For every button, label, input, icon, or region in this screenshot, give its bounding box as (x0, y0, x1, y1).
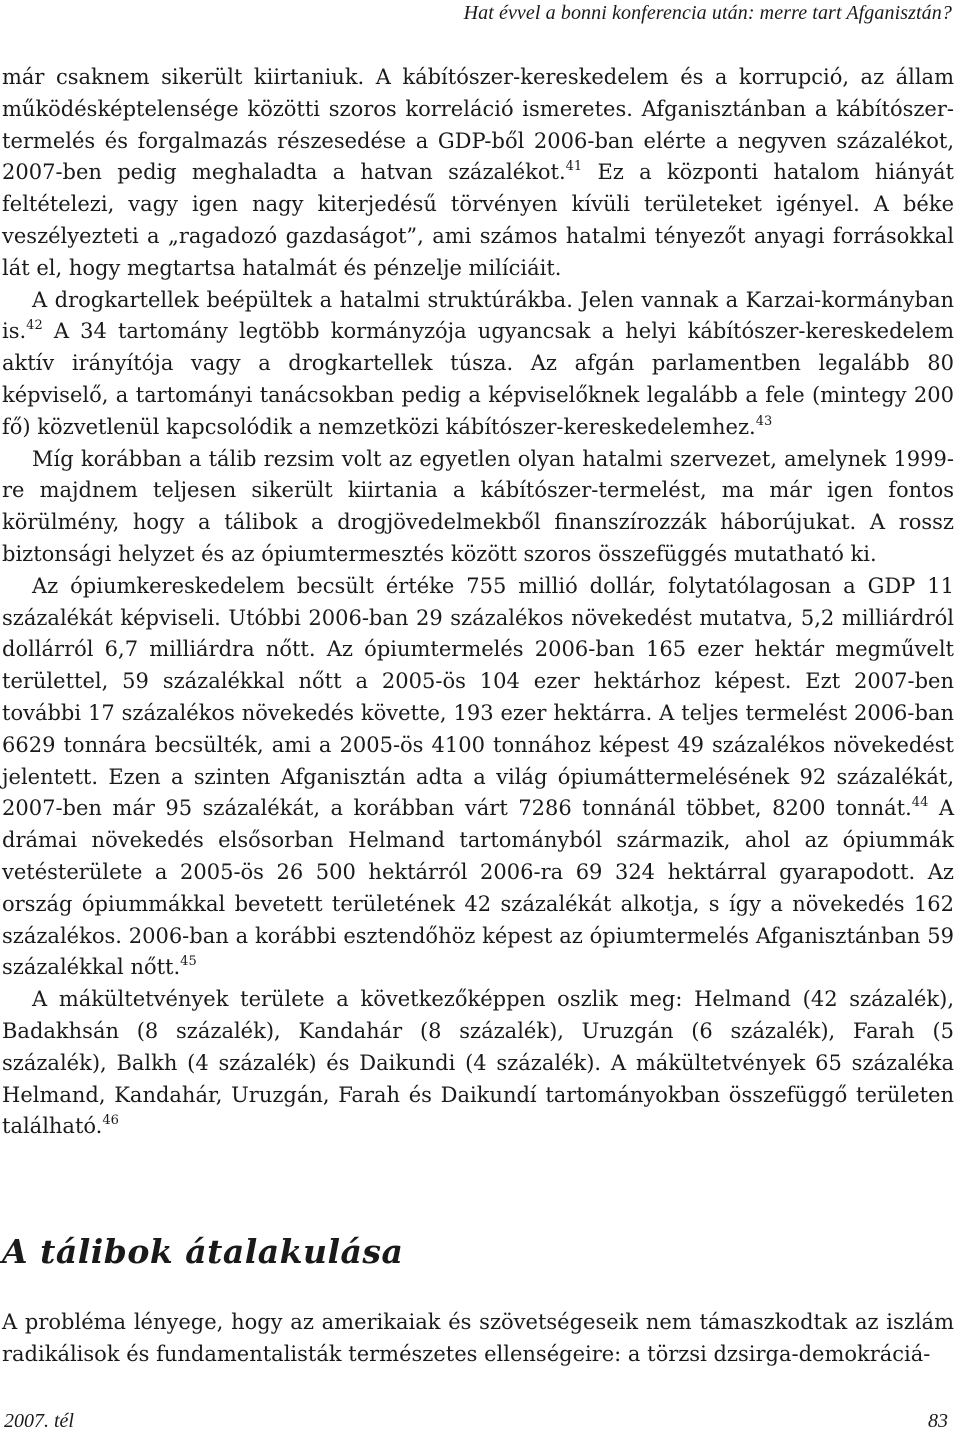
section-title: A tálibok átalakulása (2, 1232, 404, 1271)
footnote-ref-45[interactable]: 45 (180, 954, 197, 970)
paragraph-text: A mákültetvények területe a következőképpen oszlik meg: Helmand (42 százalék), Badakhsán (8 százalék), Kandahár (8 százalék), Uruzgán (6 százalék), Farah (5 százalék), Balkh (4 százalék) és Daikundi (4 százalék). A mákültetvények 65 százaléka Helmand, Kandahár, Uruzgán, Farah és Daikundí tartományokban összefüggő területen található. (2, 987, 954, 1139)
paragraph-1 (2, 62, 954, 285)
paragraph-5 (2, 984, 954, 1143)
running-head: Hat évvel a bonni konferencia után: merre tart Afganisztán? (463, 2, 952, 24)
paragraph-2 (2, 285, 954, 444)
paragraph-text: Míg korábban a tálib rezsim volt az egyetlen olyan hatalmi szervezet, amelynek 1999-re majdnem teljesen sikerült kiirtania a kábítószer-termelést, ma már igen fontos körülmény, hogy a tálibok a drogjövedelmekből finanszírozzák háborújukat. A rossz biztonsági helyzet és az ópiumtermesztés között szoros összefüggés mutatható ki. (2, 446, 954, 566)
section-paragraph: A probléma lényege, hogy az amerikaiak és szövetségeseik nem támaszkodtak az iszlám radikálisok és fundamentalisták természetes ellenségeire: a törzsi dzsirga-demokráciá- (2, 1310, 954, 1366)
paragraph-4 (2, 571, 954, 984)
paragraph-3 (2, 444, 954, 571)
paragraph-text: A drogkartellek beépültek a hatalmi struktúrákba. Jelen vannak a Karzai-kormányban is. (2, 287, 954, 344)
footnote-ref-41[interactable]: 41 (565, 159, 583, 175)
footer-page-number: 83 (928, 1410, 948, 1432)
paragraph-text: már csaknem sikerült kiirtaniuk. A kábítószer-kereskedelem és a korrupció, az állam működésképtelensége közötti szoros korreláció ismeretes. Afganisztánban a kábítószer-termelés és forgalmazás részesedése a GDP-ből 2006-ban elérte a negyven százalékot, 2007-ben pedig meghaladta a hatvan százalékot. (2, 65, 954, 185)
footnote-ref-44[interactable]: 44 (911, 795, 929, 811)
footnote-ref-43[interactable]: 43 (755, 413, 773, 429)
footnote-ref-46[interactable]: 46 (102, 1113, 119, 1129)
footnote-ref-42[interactable]: 42 (26, 318, 43, 334)
paragraph-text: A drámai növekedés elsősorban Helmand tartományból származik, ahol az ópiummák vetésterülete a 2005-ös 26 500 hektárról 2006-ra 69 324 hektárral gyarapodott. Az ország ópiummákkal bevetett területének 42 százalékát alkotja, s így a növekedés 162 százalékos. 2006-ban a korábbi esztendőhöz képest az ópiumtermelés Afganisztánban 59 százalékkal nőtt. (2, 796, 954, 980)
footer-issue: 2007. tél (4, 1410, 74, 1432)
paragraph-text: A 34 tartomány legtöbb kormányzója ugyancsak a helyi kábítószer-kereskedelem aktív irányítója vagy a drogkartellek túsza. Az afgán parlamentben legalább 80 képviselő, a tartományi tanácsokban pedig a képviselőknek legalább a fele (mintegy 200 fő) közvetlenül kapcsolódik a nemzetközi kábítószer-kereskedelemhez. (2, 319, 954, 439)
body-text (2, 62, 954, 1143)
paragraph-text: Ez a központi hatalom hiányát feltételezi, vagy igen nagy kiterjedésű törvényen kívüli területeket igényel. A béke veszélyezteti a „ragadozó gazdaságot”, ami számos hatalmi tényezőt anyagi forrásokkal lát el, hogy megtartsa hatalmát és pénzelje milíciáit. (2, 160, 954, 280)
paragraph-text: Az ópiumkereskedelem becsült értéke 755 millió dollár, folytatólagosan a GDP 11 százalékát képviseli. Utóbbi 2006-ban 29 százalékos növekedést mutatva, 5,2 milliárdról dollárról 6,7 milliárdra nőtt. Az ópiumtermelés 2006-ban 165 ezer hektár megművelt területtel, 59 százalékkal nőtt a 2005-ös 104 ezer hektárhoz képest. Ezt 2007-ben további 17 százalékos növekedés követte, 193 ezer hektárra. A teljes termelést 2006-ban 6629 tonnára becsülték, ami a 2005-ös 4100 tonnához képest 49 százalékos növekedést jelentett. Ezen a szinten Afganisztán adta a világ ópiumáttermelésének 92 százalékát, 2007-ben már 95 százalékát, a korábban várt 7286 tonnánál többet, 8200 tonnát. (2, 573, 954, 821)
